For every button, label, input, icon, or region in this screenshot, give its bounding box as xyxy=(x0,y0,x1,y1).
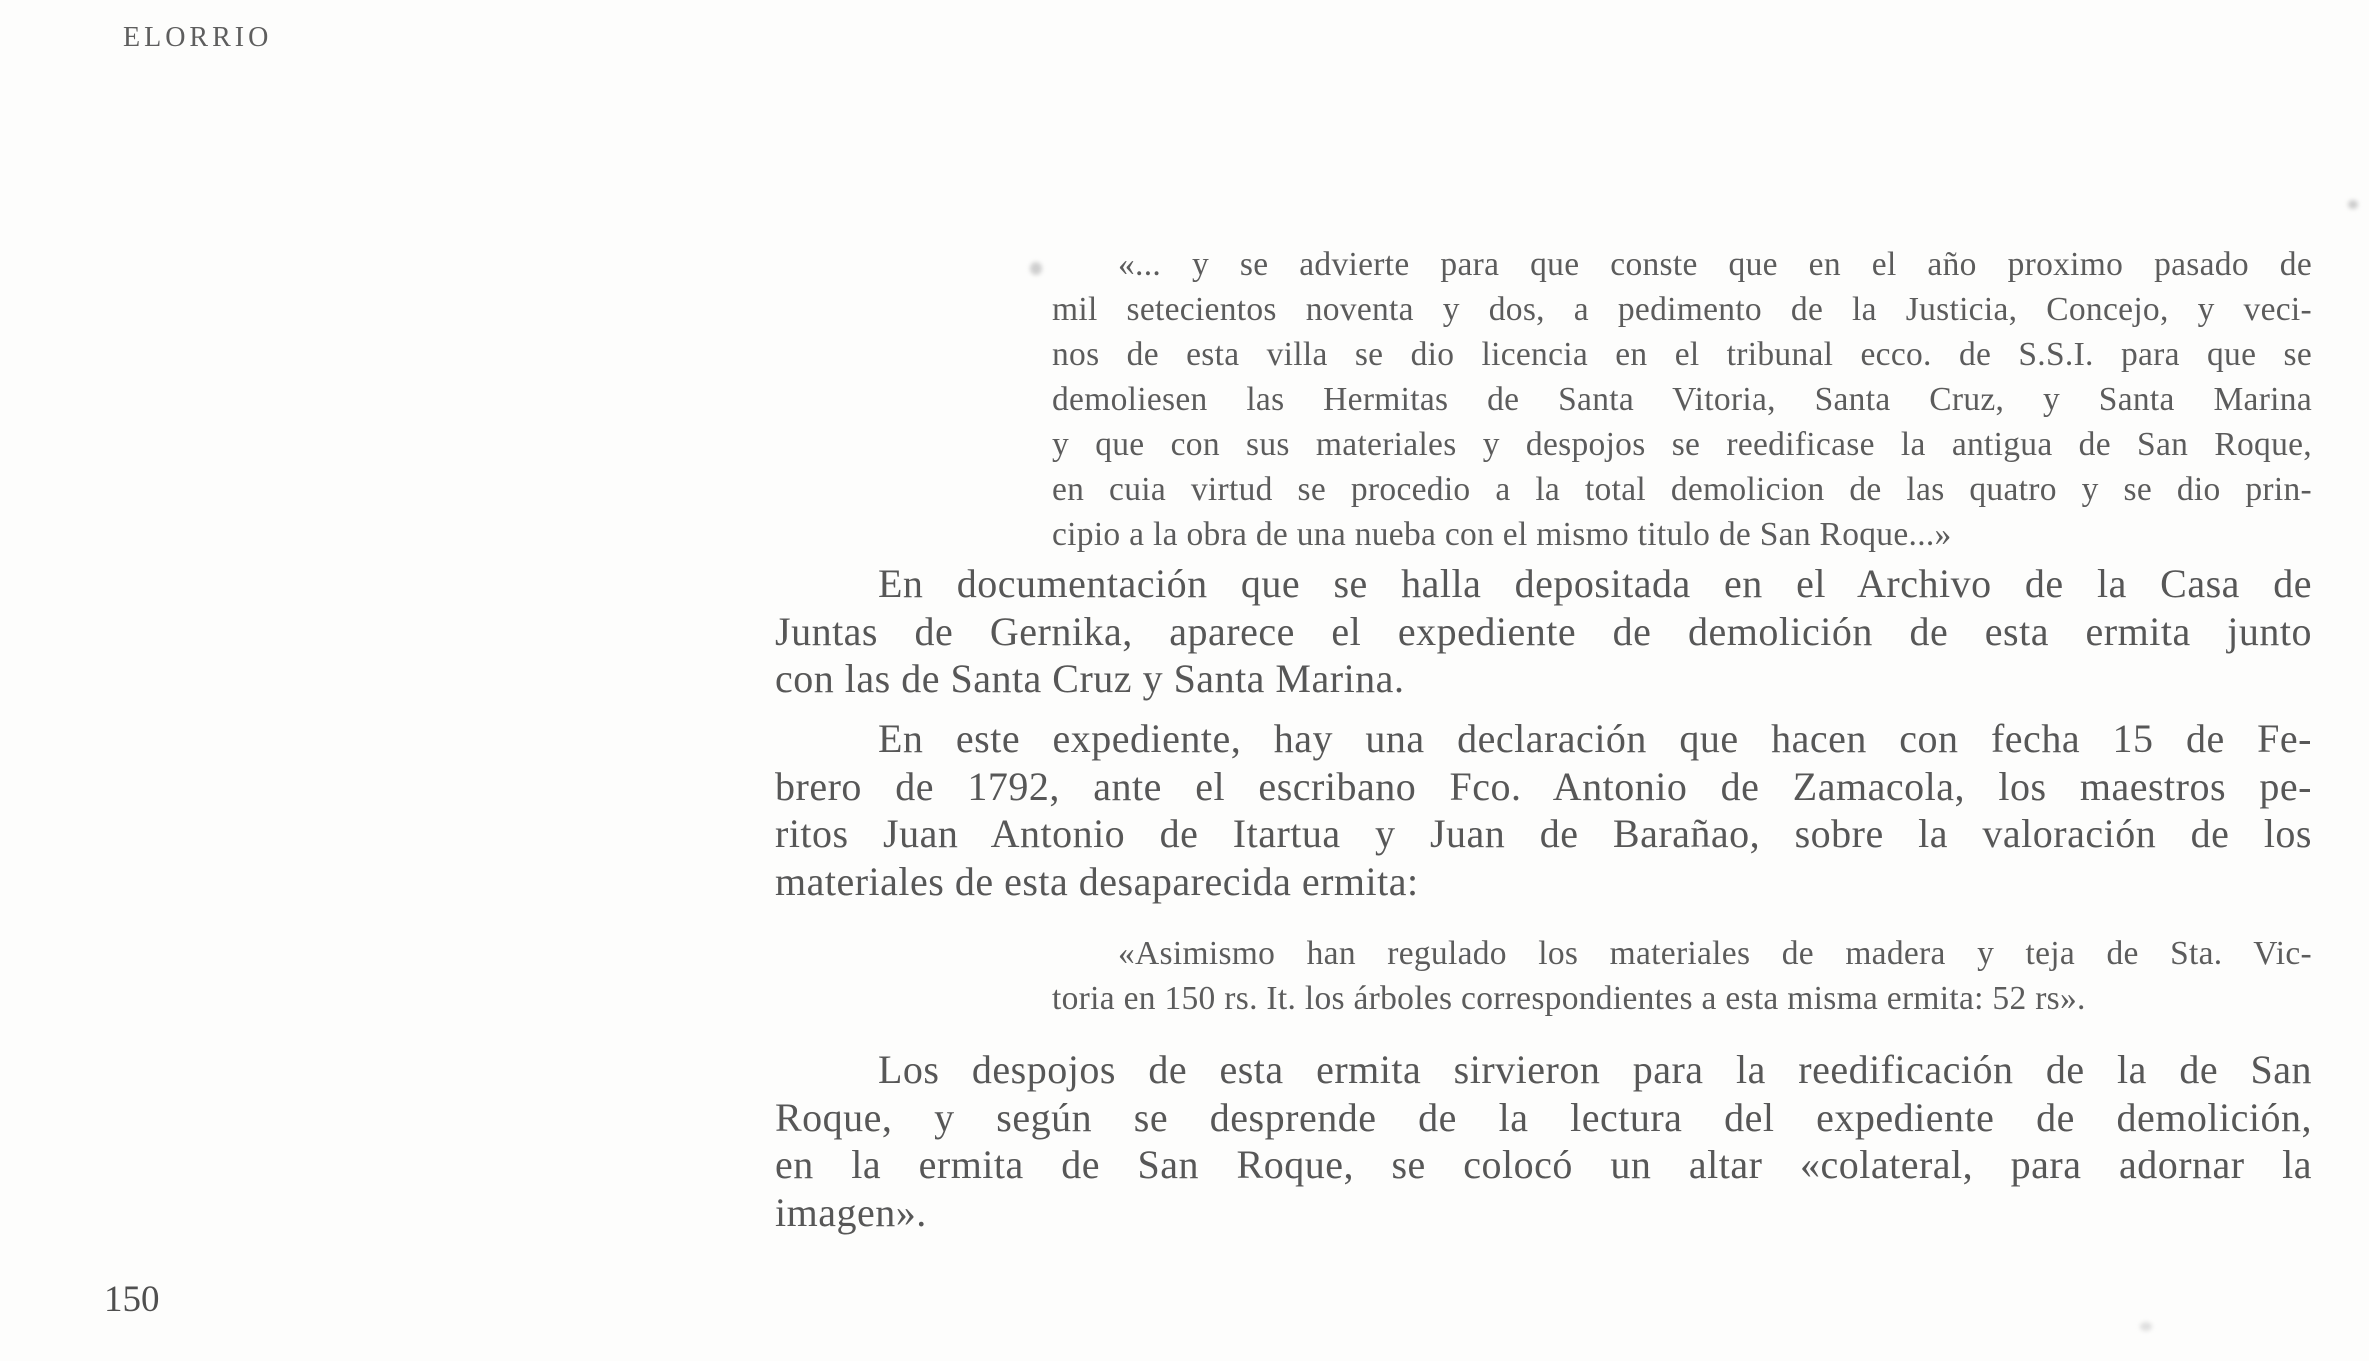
scan-artifact xyxy=(2348,200,2358,209)
text-line: con las de Santa Cruz y Santa Marina. xyxy=(775,656,1405,701)
body-paragraph-expediente xyxy=(775,715,2312,905)
page-number: 150 xyxy=(104,1279,160,1320)
text-line: en cuia virtud se procedio a la total demolicion de las quatro y se dio prin- xyxy=(1052,471,2312,508)
body-paragraph-despojos xyxy=(775,1046,2312,1236)
text-line: demoliesen las Hermitas de Santa Vitoria, Santa Cruz, y Santa Marina xyxy=(1052,381,2312,418)
text-line: nos de esta villa se dio licencia en el tribunal ecco. de S.S.I. para que se xyxy=(1052,336,2312,373)
text-line: materiales de esta desaparecida ermita: xyxy=(775,858,1419,904)
text-line: toria en 150 rs. It. los árboles correspondientes a esta misma ermita: 52 rs». xyxy=(1052,980,2086,1017)
body-paragraph-archivo xyxy=(775,560,2312,703)
text-line: ritos Juan Antonio de Itartua y Juan de Barañao, sobre la valoración de los xyxy=(775,811,2312,856)
text-line: Los despojos de esta ermita sirvieron para la reedificación de la de San xyxy=(878,1047,2312,1092)
text-line: En este expediente, hay una declaración que hacen con fecha 15 de Fe- xyxy=(878,716,2312,761)
text-line: en la ermita de San Roque, se colocó un altar «colateral, para adornar la xyxy=(775,1142,2312,1187)
text-line: «Asimismo han regulado los materiales de madera y teja de Sta. Vic- xyxy=(1118,935,2312,972)
text-line: En documentación que se halla depositada en el Archivo de la Casa de xyxy=(878,561,2312,606)
scan-artifact xyxy=(2140,1322,2152,1331)
running-header: ELORRIO xyxy=(123,22,273,53)
text-line: «... y se advierte para que conste que en el año proximo pasado de xyxy=(1118,246,2312,283)
block-quote-valuation xyxy=(1052,931,2312,1021)
text-line: Roque, y según se desprende de la lectura del expediente de demolición, xyxy=(775,1094,2312,1140)
text-line: mil setecientos noventa y dos, a pedimento de la Justicia, Concejo, y veci- xyxy=(1052,291,2312,328)
text-line: cipio a la obra de una nueba con el mismo titulo de San Roque...» xyxy=(1052,516,1952,553)
text-line: imagen». xyxy=(775,1189,927,1235)
text-line: brero de 1792, ante el escribano Fco. Antonio de Zamacola, los maestros pe- xyxy=(775,763,2312,809)
block-quote-demolition-licence xyxy=(1052,242,2312,557)
text-line: Juntas de Gernika, aparece el expediente de demolición de esta ermita junto xyxy=(775,608,2312,654)
scan-artifact xyxy=(1030,262,1042,275)
text-line: y que con sus materiales y despojos se reedificase la antigua de San Roque, xyxy=(1052,426,2312,463)
